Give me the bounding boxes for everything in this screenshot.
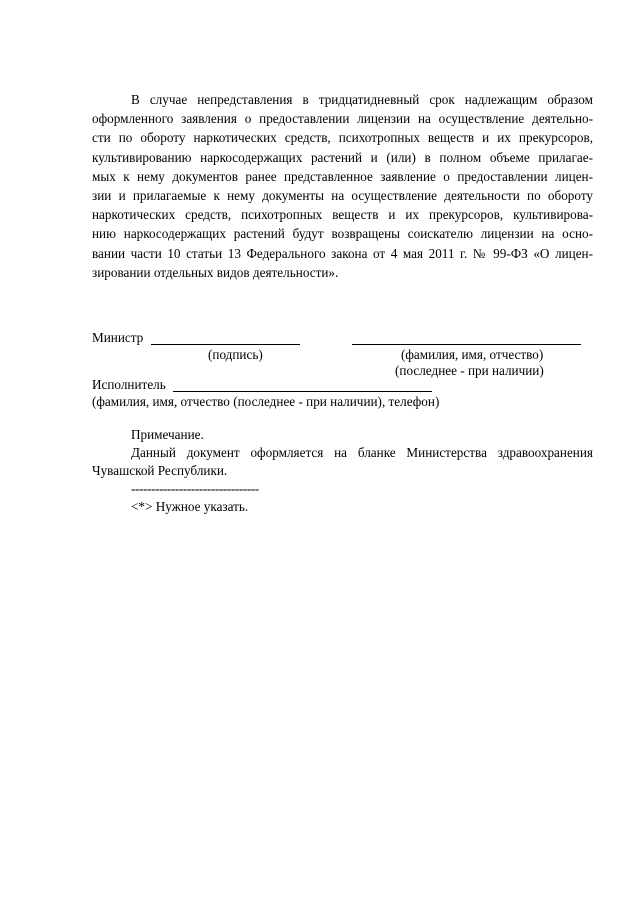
paragraph-line: культивированию наркосодержащих растений и (или) в полном объеме прилагае- [92, 149, 593, 165]
signature-caption: (подпись) [208, 347, 263, 362]
paragraph-line: зии и прилагаемые к нему документы на осуществление деятельности по обороту [92, 188, 593, 203]
note-line-1: Данный документ оформляется на бланке Министерства здравоохранения [131, 445, 593, 460]
paragraph-line: наркотических средств, психотропных веществ и их прекурсоров, культивирова- [92, 207, 593, 223]
paragraph-line: мых к нему документов ранее представленное заявление о предоставлении лицен- [92, 168, 593, 184]
footnote-separator: -------------------------------- [131, 481, 259, 496]
name-caption-line-2: (последнее - при наличии) [395, 363, 544, 378]
paragraph-line: вании части 10 статьи 13 Федерального закона от 4 мая 2011 г. № 99-ФЗ «О лицен- [92, 245, 593, 261]
name-caption-line-1: (фамилия, имя, отчество) [401, 347, 544, 362]
footnote-text: <*> Нужное указать. [131, 499, 249, 514]
minister-label: Министр [92, 330, 144, 345]
paragraph-line: зировании отдельных видов деятельности». [92, 264, 339, 280]
executor-label: Исполнитель [92, 377, 166, 392]
paragraph-line: В случае непредставления в тридцатидневный срок надлежащим образом [131, 92, 593, 107]
executor-caption: (фамилия, имя, отчество (последнее - при наличии), телефон) [92, 394, 440, 409]
minister-signature-line [151, 344, 300, 345]
paragraph-line: оформленного заявления о предоставлении лицензии на осуществление деятельно- [92, 111, 593, 127]
note-line-2: Чувашской Республики. [92, 463, 228, 478]
minister-name-line [352, 344, 581, 345]
note-title: Примечание. [131, 427, 204, 442]
paragraph-line: сти по обороту наркотических средств, психотропных веществ и их прекурсоров, [92, 130, 593, 146]
paragraph-line: нию наркосодержащих растений будут возвращены соискателю лицензии на осно- [92, 226, 593, 242]
executor-line [173, 391, 432, 392]
